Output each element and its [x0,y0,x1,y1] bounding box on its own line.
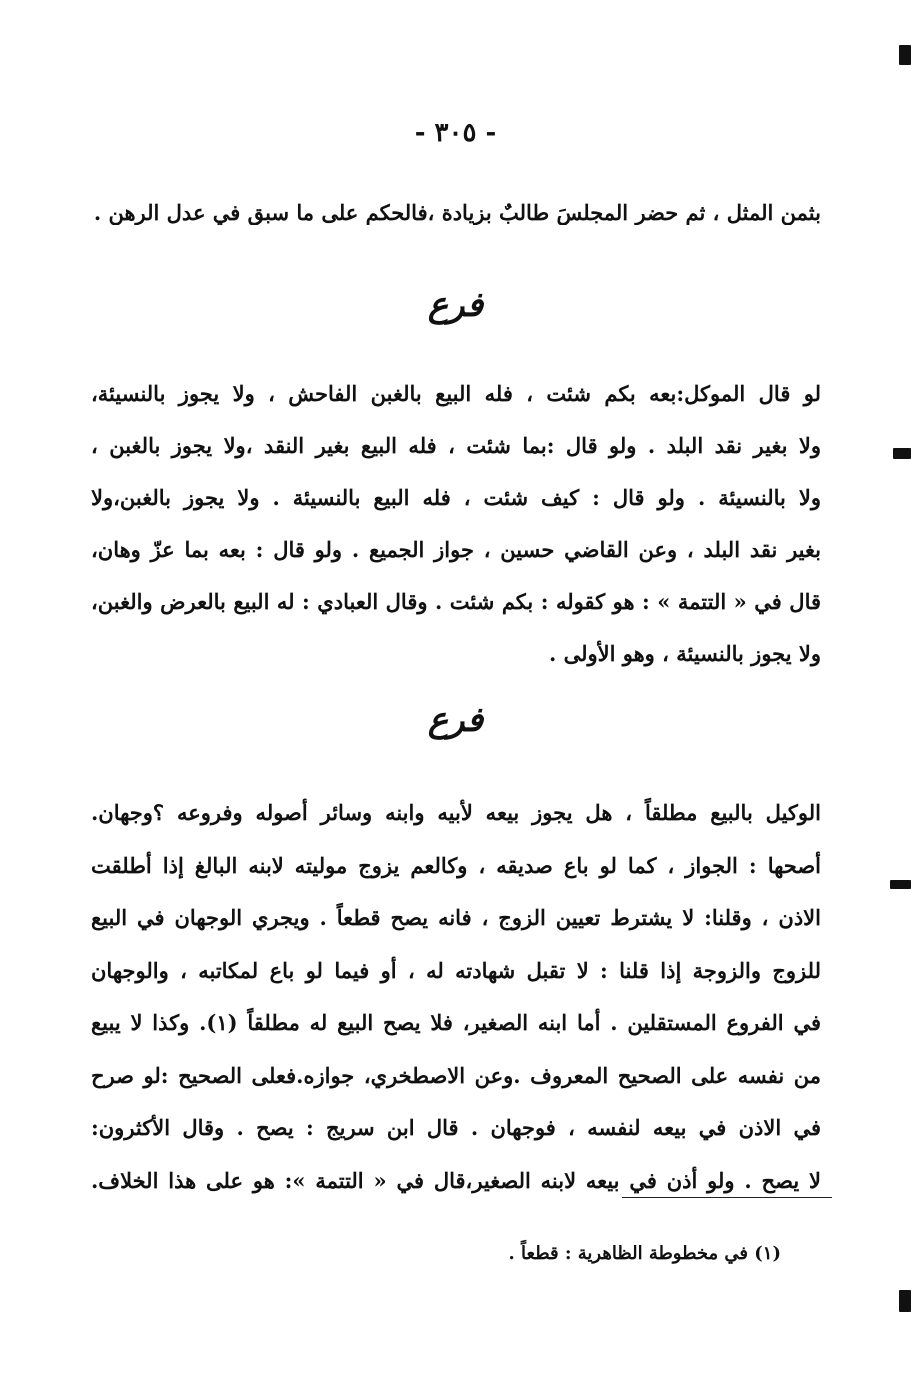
scan-edge-mark [899,1290,911,1312]
paragraph-line: قال في « التتمة » : هو كقوله : بكم شئت . وقال العبادي : له البيع بالعرض والغبن، [91,589,821,614]
paragraph-line: ولا يجوز بالنسيئة ، وهو الأولى . [548,641,821,666]
paragraph-line: لو قال الموكل:بعه بكم شئت ، فله البيع بالغبن الفاحش ، ولا يجوز بالنسيئة، [91,381,821,406]
paragraph-line: الوكيل بالبيع مطلقاً ، هل يجوز بيعه لأبيه وابنه وسائر أصوله وفروعه ؟وجهان. [91,800,821,825]
continuation-paragraph [91,200,821,225]
paragraph-line: في الفروع المستقلين . أما ابنه الصغير، فلا يصح البيع له مطلقاً (١). وكذا لا يبيع [91,1010,821,1035]
paragraph-line: للزوج والزوجة إذا قلنا : لا تقبل شهادته له ، أو فيما لو باع لمكاتبه ، والوجهان [91,957,821,983]
paragraph-line: بثمن المثل ، ثم حضر المجلسَ طالبٌ بزيادة ،فالحكم على ما سبق في عدل الرهن . [93,200,821,225]
paragraph-line: بغير نقد البلد ، وعن القاضي حسين ، جواز الجميع . ولو قال : بعه بما عزّ وهان، [91,537,821,562]
paragraph-line: في الاذن في بيعه لنفسه ، فوجهان . قال ابن سريج : يصح . وقال الأكثرون: [91,1115,821,1140]
paragraph-line: ولا بغير نقد البلد . ولو قال :بما شئت ، فله البيع بغير النقد ،ولا يجوز بالغبن ، [91,433,821,458]
paragraph-line: لا يصح . ولو أذن في بيعه لابنه الصغير،قال في « التتمة »: هو على هذا الخلاف. [91,1167,821,1193]
page-number: - ٣٠٥ - [414,118,497,148]
paragraph-line: أصحها : الجواز ، كما لو باع صديقه ، وكالعم يزوج موليته لابنه البالغ إذا أطلقت [91,852,821,878]
paragraph-line: الاذن ، وقلنا: لا يشترط تعيين الزوج ، فانه يصح قطعاً . ويجري الوجهان في البيع [91,905,821,930]
scan-edge-mark [890,880,911,889]
paragraph-line: من نفسه على الصحيح المعروف .وعن الاصطخري، جوازه.فعلى الصحيح :لو صرح [91,1062,821,1088]
footnote-separator [622,1197,832,1198]
section-paragraph [91,368,821,680]
section-heading: فرع [427,700,484,740]
scan-edge-mark [893,448,911,459]
section-heading: فرع [427,285,484,325]
section-paragraph [91,787,821,1207]
footnote: (١) في مخطوطة الظاهرية : قطعاً . [508,1243,781,1264]
scan-edge-mark [899,45,911,65]
paragraph-line: ولا بالنسيئة . ولو قال : كيف شئت ، فله البيع بالنسيئة . ولا يجوز بالغبن،ولا [91,485,821,510]
